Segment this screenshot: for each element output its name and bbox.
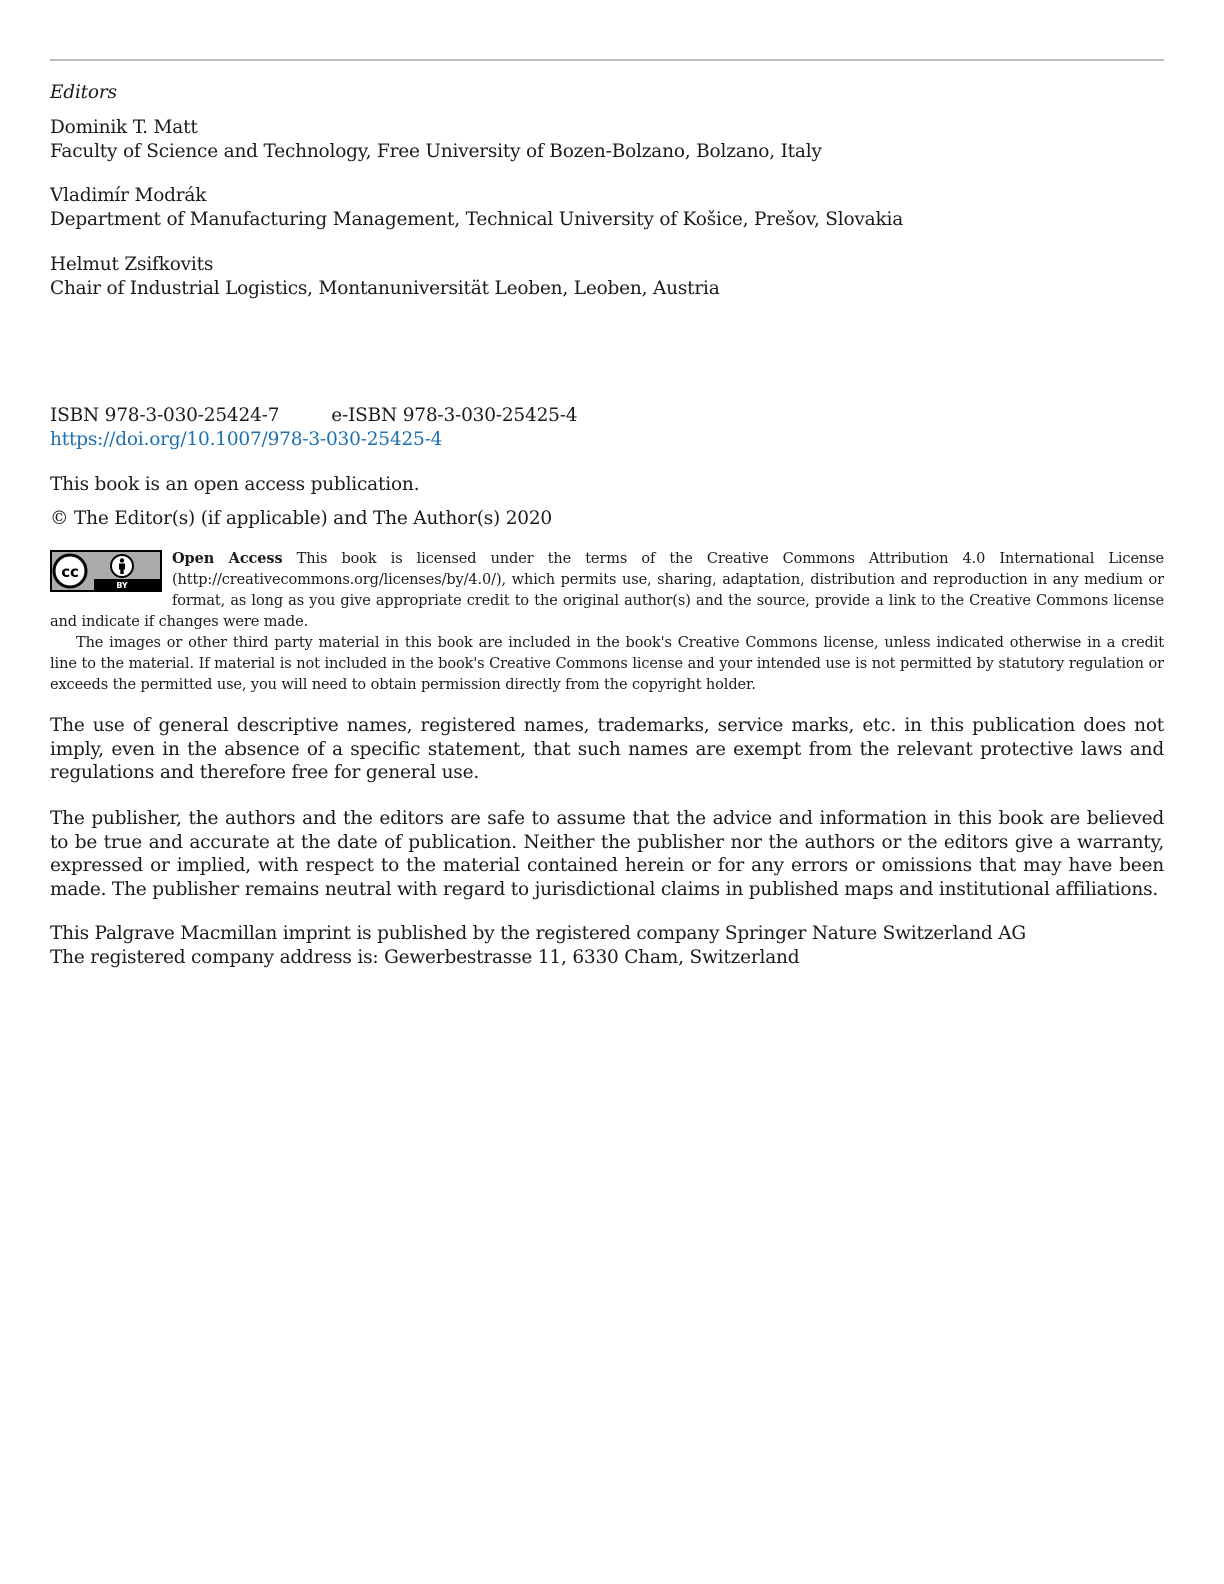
disclaimer: The publisher, the authors and the editors are safe to assume that the advice and information in this book are believed to be true and accurate at the date of publication. Neither the publisher nor the authors or the editors give a warranty, expressed or implied, with respect to the material contained herein or for any errors or omissions that may have been made. The publisher remains neutral with regard to jurisdictional claims in published maps and institutional affiliations. (50, 808, 1164, 900)
editor-entry (50, 253, 720, 301)
editor-affiliation: Department of Manufacturing Management, Technical University of Košice, Prešov, Slovakia (50, 209, 904, 230)
header-rule (50, 59, 1164, 61)
license-paragraph: The images or other third party material in this book are included in the book's Creative Commons license, unless indicated otherwise in a credit line to the material. If material is not included in the book's Creative Commons license and your intended use is not permitted by statutory regulation or exceeds the permitted use, you will need to obtain permission directly from the copyright holder. (50, 635, 1164, 693)
editor-name: Dominik T. Matt (50, 117, 198, 138)
trademark-notice: The use of general descriptive names, registered names, trademarks, service marks, etc. in this publication does not imply, even in the absence of a specific statement, that such names are exempt from the relevant protective laws and regulations and therefore free for general use. (50, 715, 1164, 783)
editor-entry (50, 184, 903, 232)
isbn-row (50, 404, 577, 428)
license-heading: Open Access (172, 550, 283, 567)
svg-text:cc: cc (61, 563, 79, 581)
doi-link[interactable]: https://doi.org/10.1007/978-3-030-25425-4 (50, 429, 443, 450)
imprint-line: The registered company address is: Gewerbestrasse 11, 6330 Cham, Switzerland (50, 947, 800, 968)
editor-name: Helmut Zsifkovits (50, 254, 214, 275)
isbn: ISBN 978-3-030-25424-7 (50, 405, 280, 426)
editor-entry (50, 116, 822, 164)
license-text: This book is licensed under the terms of the Creative Commons Attribution 4.0 International License (http://creativecommons.org/licenses/by/4.0/), which permits use, sharing, adaptation, distribution and reproduction in any medium or format, as long as you give appropriate credit to the original author(s) and the source, provide a link to the Creative Commons license and indicate if changes were made. (50, 551, 1164, 630)
license-paragraph (50, 548, 1164, 633)
imprint-line: This Palgrave Macmillan imprint is published by the registered company Springer Nature Switzerland AG (50, 923, 1026, 944)
badge-label: BY (116, 581, 128, 590)
creative-commons-by-icon (50, 550, 162, 592)
editor-affiliation: Chair of Industrial Logistics, Montanuniversität Leoben, Leoben, Austria (50, 278, 720, 299)
editor-affiliation: Faculty of Science and Technology, Free University of Bozen-Bolzano, Bolzano, Italy (50, 141, 822, 162)
imprint (50, 922, 1026, 970)
eisbn: e-ISBN 978-3-030-25425-4 (331, 405, 578, 426)
editors-label: Editors (50, 82, 117, 103)
open-access-statement: This book is an open access publication. (50, 474, 420, 495)
copyright-notice: © The Editor(s) (if applicable) and The Author(s) 2020 (50, 508, 553, 529)
license-block (50, 548, 1164, 696)
editor-name: Vladimír Modrák (50, 185, 207, 206)
